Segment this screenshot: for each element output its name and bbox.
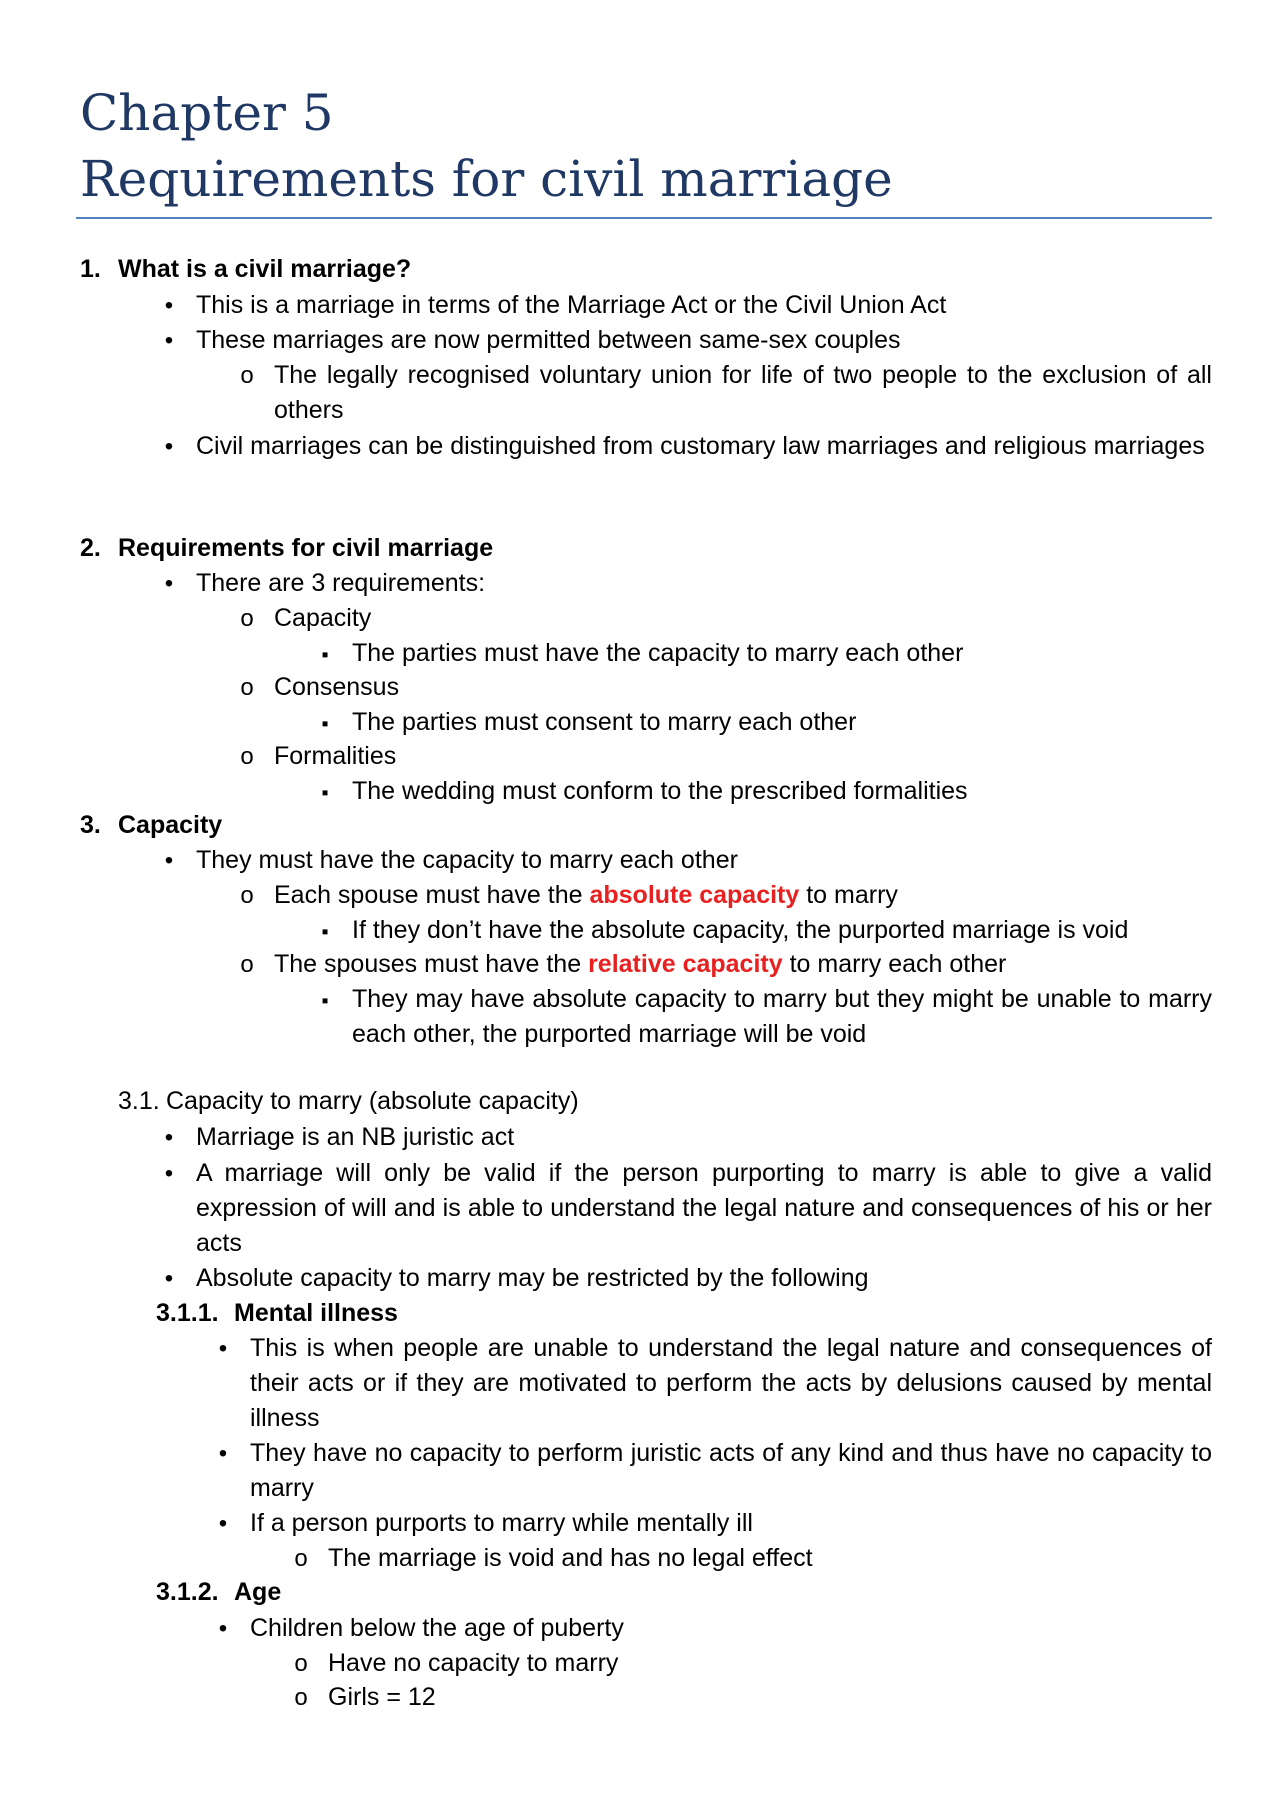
bullet-icon (212, 1506, 234, 1541)
bullet-icon (158, 1156, 180, 1191)
bullet-icon (212, 1611, 234, 1646)
chapter-title (80, 80, 1210, 212)
bullet-icon (212, 1331, 234, 1366)
square-bullet-icon (314, 705, 336, 742)
section-heading: Age (234, 1578, 282, 1606)
section-number: 3.1. (118, 1087, 160, 1115)
section-heading: Capacity (118, 811, 223, 839)
section-heading: Mental illness (234, 1299, 398, 1327)
list-item: These marriages are now permitted between same-sex couples (196, 326, 901, 354)
highlighted-term: relative capacity (588, 950, 783, 978)
bullet-icon (212, 1436, 234, 1471)
bullet-icon (158, 843, 180, 878)
chapter-number: Chapter 5 (80, 84, 334, 142)
circle-bullet-icon (236, 739, 258, 774)
list-item: Have no capacity to marry (328, 1649, 619, 1677)
square-bullet-icon (314, 774, 336, 811)
list-item: This is a marriage in terms of the Marriage Act or the Civil Union Act (196, 291, 947, 319)
list-item: Children below the age of puberty (250, 1614, 624, 1642)
square-bullet-icon (314, 636, 336, 673)
list-item: Consensus (274, 673, 400, 701)
list-item: The wedding must conform to the prescribed formalities (352, 777, 968, 805)
list-item: Civil marriages can be distinguished from customary law marriages and religious marriages (196, 432, 1205, 460)
bullet-icon (158, 288, 180, 323)
list-item: Girls = 12 (328, 1683, 436, 1711)
square-bullet-icon (314, 982, 336, 1019)
circle-bullet-icon (236, 878, 258, 913)
list-item: The parties must consent to marry each other (352, 708, 857, 736)
list-item (274, 947, 1212, 982)
list-item: They must have the capacity to marry each other (196, 846, 738, 874)
circle-bullet-icon (290, 1541, 312, 1576)
text-run: to marry each other (782, 950, 1007, 978)
list-item: If they don’t have the absolute capacity, the purported marriage is void (352, 916, 1129, 944)
list-item: Capacity (274, 604, 372, 632)
list-item: They have no capacity to perform juristic acts of any kind and thus have no capacity to marry (250, 1439, 1212, 1502)
section-number: 1. (80, 255, 101, 283)
highlighted-term: absolute capacity (589, 881, 800, 909)
circle-bullet-icon (290, 1646, 312, 1681)
list-item: The marriage is void and has no legal effect (328, 1544, 813, 1572)
title-divider (76, 217, 1212, 219)
section-number: 2. (80, 534, 101, 562)
circle-bullet-icon (236, 358, 258, 393)
bullet-icon (158, 1120, 180, 1155)
bullet-icon (158, 1261, 180, 1296)
section-heading: Requirements for civil marriage (118, 534, 494, 562)
text-run: to marry (799, 881, 898, 909)
list-item: The parties must have the capacity to marry each other (352, 639, 964, 667)
circle-bullet-icon (290, 1680, 312, 1715)
circle-bullet-icon (236, 670, 258, 705)
list-item: Absolute capacity to marry may be restricted by the following (196, 1264, 869, 1292)
text-run: Each spouse must have the (274, 881, 590, 909)
list-item: This is when people are unable to understand the legal nature and consequences of their acts or if they are motivated to perform the acts by delusions caused by mental illness (250, 1334, 1212, 1432)
list-item: There are 3 requirements: (196, 569, 486, 597)
bullet-icon (158, 323, 180, 358)
list-item: Formalities (274, 742, 397, 770)
chapter-heading: Requirements for civil marriage (80, 150, 893, 208)
section-number: 3. (80, 811, 101, 839)
circle-bullet-icon (236, 947, 258, 982)
list-item: A marriage will only be valid if the person purporting to marry is able to give a valid expression of will and is able to understand the legal nature and consequences of his or her acts (196, 1159, 1212, 1257)
list-item: They may have absolute capacity to marry but they might be unable to marry each other, the purported marriage will be void (352, 985, 1212, 1048)
section-heading: What is a civil marriage? (118, 255, 412, 283)
bullet-icon (158, 566, 180, 601)
section-heading: Capacity to marry (absolute capacity) (166, 1087, 579, 1115)
list-item: The legally recognised voluntary union for life of two people to the exclusion of all others (274, 361, 1212, 424)
list-item: If a person purports to marry while mentally ill (250, 1509, 753, 1537)
text-run: The spouses must have the (274, 950, 589, 978)
circle-bullet-icon (236, 601, 258, 636)
square-bullet-icon (314, 913, 336, 950)
section-number: 3.1.1. (156, 1299, 219, 1327)
bullet-icon (158, 429, 180, 464)
section-number: 3.1.2. (156, 1578, 219, 1606)
list-item (274, 878, 1212, 913)
list-item: Marriage is an NB juristic act (196, 1123, 515, 1151)
